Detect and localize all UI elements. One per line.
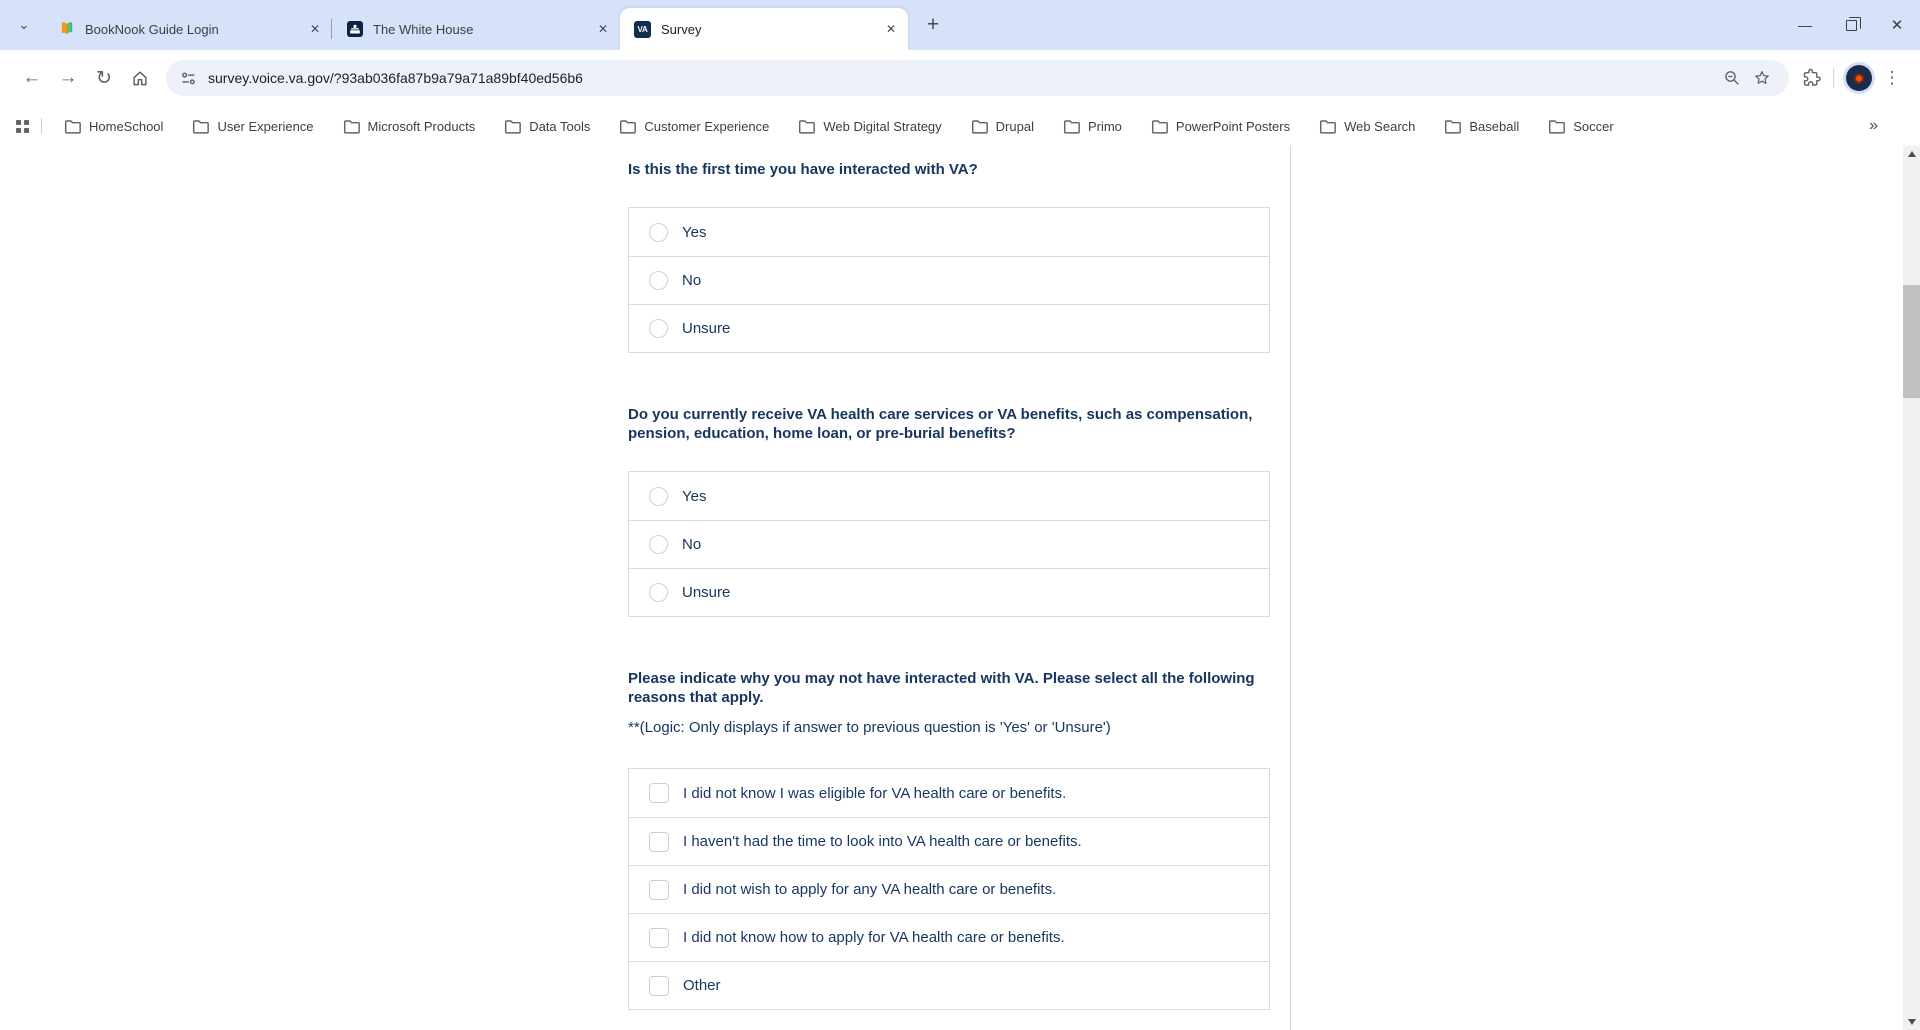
tab-title: The White House — [373, 21, 474, 37]
extensions-button[interactable] — [1797, 63, 1827, 93]
browser-tab[interactable] — [332, 8, 620, 50]
vertical-scrollbar[interactable] — [1903, 146, 1920, 1030]
plus-icon: + — [926, 13, 940, 36]
browser-toolbar — [0, 50, 1920, 106]
folder-icon — [1151, 119, 1168, 134]
profile-avatar[interactable] — [1846, 65, 1872, 91]
minimize-icon: — — [1798, 17, 1812, 33]
option-row[interactable] — [629, 961, 1269, 1009]
va-favicon: VA — [634, 21, 651, 38]
bookmark-folder[interactable] — [1053, 115, 1132, 138]
bookmark-folder[interactable] — [1309, 115, 1425, 138]
checkbox[interactable] — [649, 783, 669, 803]
option-row[interactable] — [629, 769, 1269, 817]
bookmark-folder[interactable] — [609, 115, 779, 138]
puzzle-icon — [1802, 68, 1822, 88]
bookmark-label: Baseball — [1469, 118, 1520, 134]
radio-button[interactable] — [649, 319, 668, 338]
scroll-up-button[interactable] — [1903, 146, 1920, 162]
question-heading: Do you currently receive VA health care services or VA benefits, such as compensation, pension, education, home loan, or pre-burial benefits? — [628, 406, 1253, 442]
home-icon — [130, 68, 150, 88]
scroll-down-button[interactable] — [1903, 1014, 1920, 1030]
bookmarks-bar — [0, 106, 1920, 146]
option-label[interactable]: No — [682, 536, 702, 553]
bookmark-folder[interactable] — [54, 115, 173, 138]
folder-icon — [192, 119, 209, 134]
option-row[interactable] — [629, 304, 1269, 352]
restore-button[interactable] — [1828, 0, 1874, 50]
option-group — [628, 207, 1270, 353]
survey-panel-border — [1290, 146, 1291, 1030]
folder-icon — [798, 119, 815, 134]
tab-search-button[interactable] — [10, 11, 38, 39]
whitehouse-favicon — [346, 21, 363, 38]
kebab-icon: ⋮ — [1883, 68, 1901, 87]
option-label[interactable]: I did not wish to apply for any VA health care or benefits. — [683, 881, 1057, 898]
bookmark-label: Primo — [1087, 118, 1122, 134]
zoom-out-icon[interactable] — [1717, 63, 1747, 93]
minimize-button[interactable] — [1782, 0, 1828, 50]
tab-title: Survey — [661, 21, 702, 37]
option-label[interactable]: Unsure — [682, 584, 731, 601]
folder-icon — [504, 119, 521, 134]
bookmark-folder[interactable] — [494, 115, 600, 138]
folder-icon — [1548, 119, 1565, 134]
folder-icon — [1063, 119, 1080, 134]
survey-form — [628, 146, 1270, 1010]
tab-close-button[interactable]: ✕ — [309, 22, 321, 36]
chevron-right-double-icon: » — [1869, 117, 1878, 134]
triangle-up-icon — [1908, 151, 1916, 157]
bookmark-folder[interactable] — [1538, 115, 1623, 138]
tab-close-button[interactable]: ✕ — [597, 22, 609, 36]
page-content — [0, 146, 1920, 1030]
checkbox[interactable] — [649, 880, 669, 900]
chevron-down-icon: ⌄ — [18, 17, 30, 32]
folder-icon — [64, 119, 81, 134]
tab-list — [44, 0, 908, 50]
tab-strip — [0, 0, 1920, 50]
reload-icon: ↻ — [96, 67, 112, 89]
bookmark-folder[interactable] — [333, 115, 486, 138]
bookmark-label: Microsoft Products — [367, 118, 476, 134]
forward-button[interactable] — [50, 60, 86, 96]
option-row[interactable] — [629, 913, 1269, 961]
option-label[interactable]: Yes — [682, 487, 707, 505]
restore-icon — [1846, 20, 1857, 31]
radio-button[interactable] — [649, 535, 668, 554]
folder-icon — [619, 119, 636, 134]
radio-button[interactable] — [649, 487, 668, 506]
option-group — [628, 768, 1270, 1010]
bookmark-label: Customer Experience — [644, 118, 770, 134]
survey-question — [628, 669, 1270, 1010]
bookmark-folder[interactable] — [1434, 115, 1529, 138]
window-controls — [1782, 0, 1920, 50]
survey-question — [628, 160, 1270, 353]
bookmark-label: User Experience — [217, 118, 314, 134]
url-text[interactable]: survey.voice.va.gov/?93ab036fa87b9a79a71a89bf40ed56b6 — [208, 70, 583, 86]
option-label[interactable]: Other — [683, 977, 721, 994]
checkbox[interactable] — [649, 832, 669, 852]
folder-icon — [1444, 119, 1461, 134]
bookmark-label: HomeSchool — [89, 118, 164, 134]
radio-button[interactable] — [649, 223, 668, 242]
folder-icon — [1319, 119, 1336, 134]
browser-tab[interactable] — [620, 8, 908, 50]
option-group — [628, 471, 1270, 617]
address-bar[interactable] — [166, 60, 1789, 96]
option-label[interactable]: Unsure — [682, 320, 731, 337]
option-row[interactable] — [629, 568, 1269, 616]
bookmark-label: Soccer — [1573, 118, 1614, 134]
close-window-button[interactable] — [1874, 0, 1920, 50]
close-icon: ✕ — [1890, 17, 1904, 34]
option-label[interactable]: I haven't had the time to look into VA health care or benefits. — [683, 833, 1082, 850]
home-button[interactable] — [122, 60, 158, 96]
tab-title: BookNook Guide Login — [85, 21, 219, 37]
folder-icon — [343, 119, 360, 134]
option-row[interactable] — [629, 256, 1269, 304]
radio-button[interactable] — [649, 271, 668, 290]
question-heading: Is this the first time you have interacted with VA? — [628, 161, 978, 178]
bookmark-label: PowerPoint Posters — [1175, 118, 1291, 134]
checkbox[interactable] — [649, 976, 669, 996]
bookmark-folder[interactable] — [1141, 115, 1300, 138]
bookmark-label: Data Tools — [529, 118, 591, 134]
option-label[interactable]: No — [682, 272, 702, 289]
option-row[interactable] — [629, 208, 1269, 256]
browser-tab[interactable] — [44, 8, 332, 50]
question-heading: Please indicate why you may not have interacted with VA. Please select all the following reasons that apply. — [628, 670, 1255, 706]
bookmark-folder[interactable] — [788, 115, 951, 138]
option-label[interactable]: Yes — [682, 223, 707, 241]
survey-question — [628, 405, 1270, 617]
bookmark-folder[interactable] — [182, 115, 323, 138]
toolbar-divider — [1833, 68, 1834, 88]
bookmark-folder[interactable] — [961, 115, 1044, 138]
option-row[interactable] — [629, 865, 1269, 913]
bookmark-label: Web Search — [1344, 118, 1416, 134]
option-label[interactable]: I did not know how to apply for VA health care or benefits. — [683, 929, 1065, 946]
option-row[interactable] — [629, 520, 1269, 568]
folder-icon — [971, 119, 988, 134]
bookmark-list — [54, 115, 1633, 138]
question-logic-note: **(Logic: Only displays if answer to previous question is 'Yes' or 'Unsure') — [628, 719, 1111, 736]
site-info-icon[interactable] — [180, 70, 197, 87]
bookmark-label: Drupal — [995, 118, 1034, 134]
bookmarks-overflow-button[interactable] — [1869, 117, 1904, 135]
option-row[interactable] — [629, 472, 1269, 520]
back-button[interactable] — [14, 60, 50, 96]
tab-close-button[interactable]: ✕ — [885, 22, 897, 36]
checkbox[interactable] — [649, 928, 669, 948]
triangle-down-icon — [1908, 1019, 1916, 1025]
forward-icon: → — [58, 67, 78, 88]
apps-grid-icon[interactable] — [16, 120, 29, 133]
bookmark-label: Web Digital Strategy — [823, 118, 942, 134]
option-label[interactable]: I did not know I was eligible for VA health care or benefits. — [683, 784, 1067, 802]
scrollbar-thumb[interactable] — [1903, 285, 1920, 398]
new-tab-button[interactable] — [918, 10, 948, 40]
back-icon: ← — [22, 67, 42, 88]
bookmark-star-icon[interactable] — [1747, 63, 1777, 93]
option-row[interactable] — [629, 817, 1269, 865]
bookmarks-divider — [41, 118, 42, 134]
browser-menu-button[interactable] — [1878, 64, 1906, 92]
reload-button[interactable] — [86, 60, 122, 96]
booknook-favicon — [58, 21, 75, 38]
radio-button[interactable] — [649, 583, 668, 602]
